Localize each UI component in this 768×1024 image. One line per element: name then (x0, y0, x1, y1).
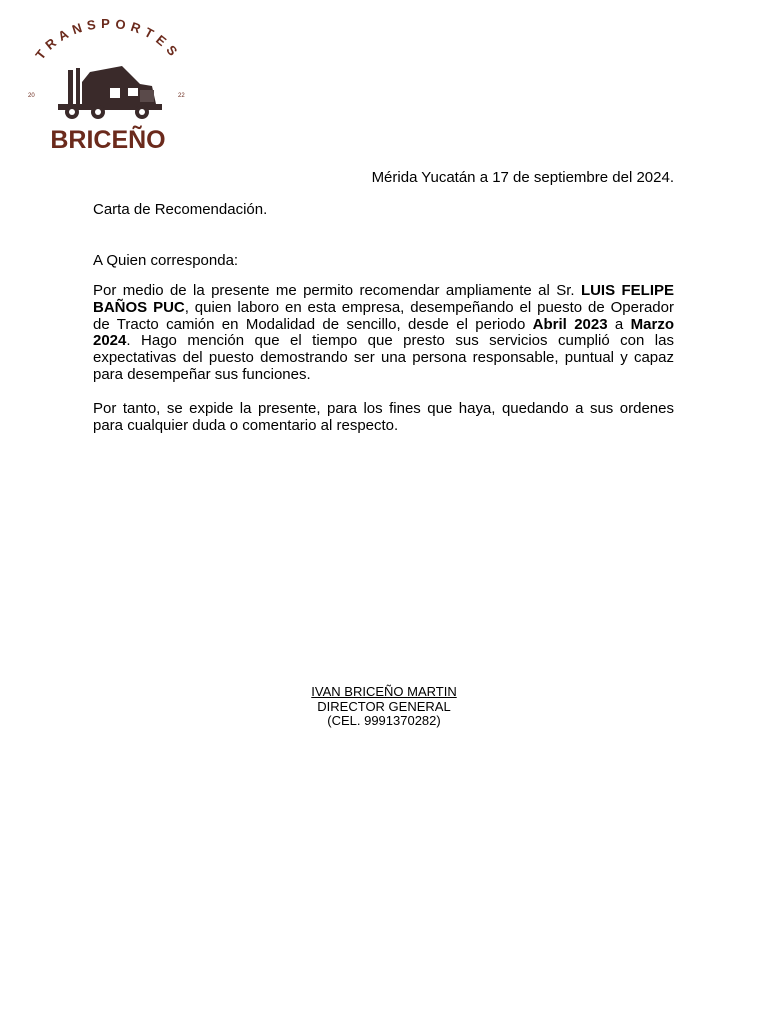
logo-right-mark: 22 (178, 93, 185, 99)
para1-text-3: a (607, 315, 631, 333)
period-end: Marzo 2024 (93, 315, 674, 350)
signer-phone: (CEL. 9991370282) (327, 713, 441, 728)
logo-left-mark: 20 (28, 93, 35, 99)
period-start: Abril 2023 (532, 315, 608, 333)
company-logo (22, 18, 194, 154)
logo-brand-text: BRICEÑO (50, 126, 166, 154)
logo-arc-text: TRANSPORTES (32, 18, 184, 63)
para1-text-1: Por medio de la presente me permito recomendar ampliamente al Sr. (93, 282, 581, 299)
signature-block (234, 685, 534, 729)
signer-title: DIRECTOR GENERAL (317, 698, 451, 714)
para1-text-2: , quien laboro en esta empresa, desempeñando el puesto de Operador de Tracto camión en Modalidad de sencillo, desde el periodo (93, 298, 674, 333)
letter-subject: Carta de Recomendación. (93, 201, 268, 218)
signer-name: IVAN BRICEÑO MARTIN (311, 684, 457, 699)
letter-date: Mérida Yucatán a 17 de septiembre del 2024. (371, 169, 674, 186)
letter-body-paragraph (93, 283, 674, 384)
recommended-person-name: LUIS FELIPE BAÑOS PUC (93, 282, 674, 316)
letter-closing-paragraph (93, 401, 674, 435)
para1-text-4: . Hago mención que el tiempo que presto sus servicios cumplió con las expectativas del puesto demostrando ser una persona responsable, puntual y capaz para desempeñar sus funciones. (93, 332, 674, 383)
truck-icon (58, 66, 162, 119)
closing-text: Por tanto, se expide la presente, para los fines que haya, quedando a sus ordenes para cualquier duda o comentario al respecto. (93, 400, 674, 434)
letter-salutation: A Quien corresponda: (93, 252, 239, 269)
